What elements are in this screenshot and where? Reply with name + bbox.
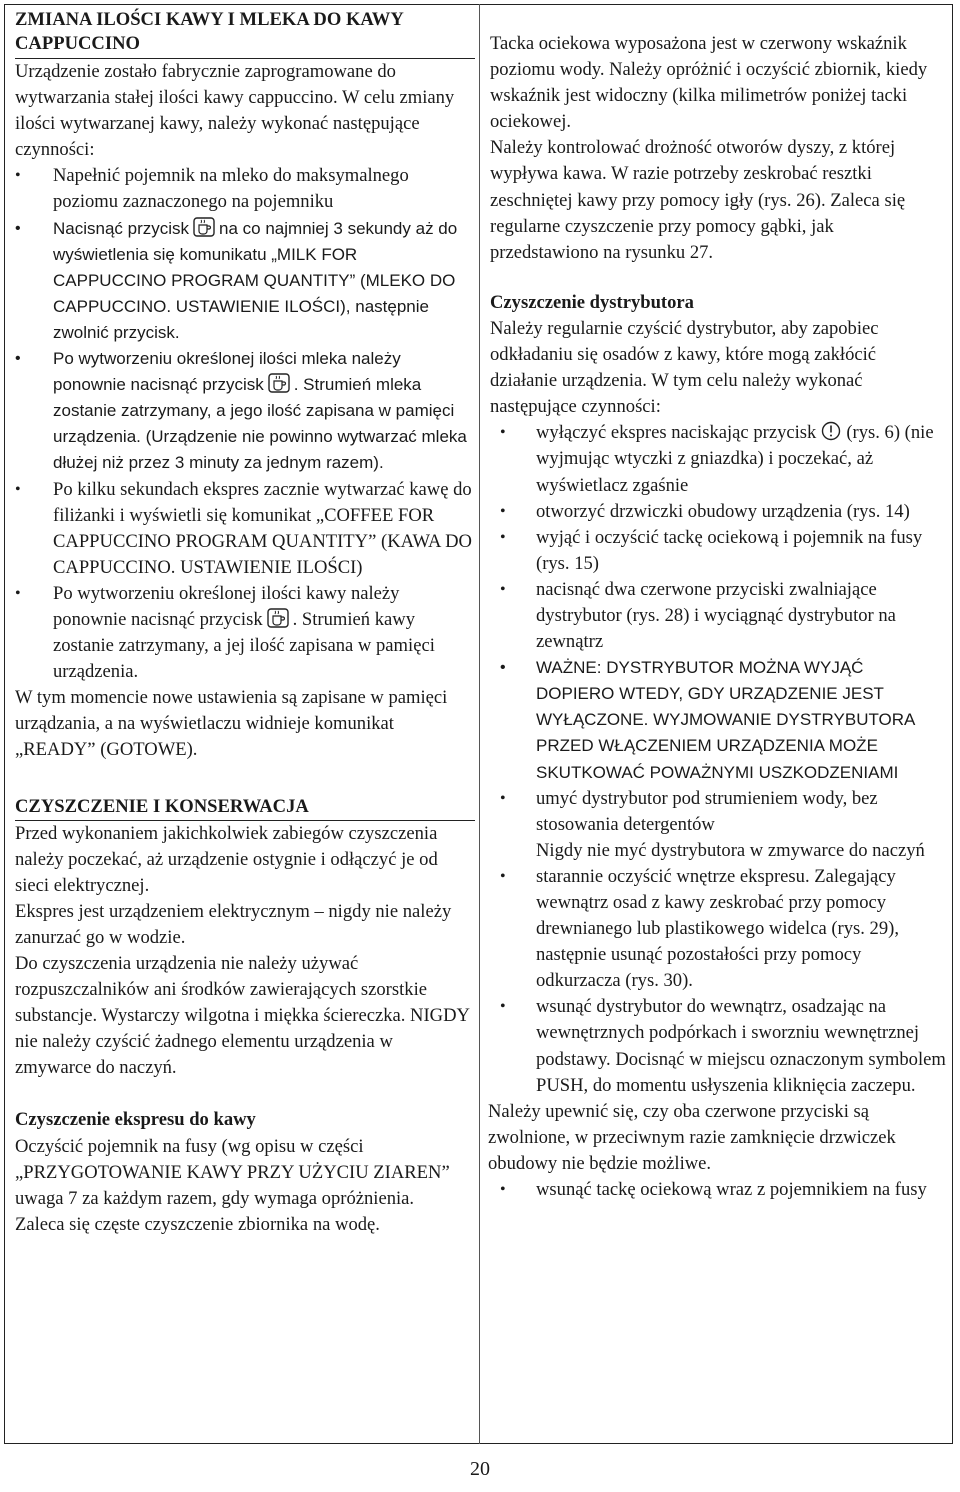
dispenser-steps-list <box>490 420 946 1098</box>
dispenser-intro-paragraph: Należy regularnie czyścić dystrybutor, aby zapobiec odkładaniu się osadów z kawy, które mogą zakłócić działanie urządzenia. W tym celu należy wykonać następujące czynności: <box>490 317 879 418</box>
list-item: • wyjąć i oczyścić tackę ociekową i pojemnik na fusy (rys. 15) <box>490 525 946 577</box>
list-item: • starannie oczyścić wnętrze ekspresu. Zalegający wewnątrz osad z kawy zeskrobać przy pomocy drewnianego lub plastikowego widelca (rys. 29), następnie usunąć pozostałości przy pomocy odkurzacza (rys. 30). <box>490 864 946 994</box>
intro-paragraph: Urządzenie zostało fabrycznie zaprogramowane do wytwarzania stałej ilości kawy cappuccino. W celu zmiany ilości wytwarzanej kawy, należy wykonać następujące czynności: <box>15 61 455 161</box>
column-divider <box>479 4 480 1444</box>
cappuccino-button-icon <box>267 372 291 394</box>
list-item: • nacisnąć dwa czerwone przyciski zwalniające dystrybutor (rys. 28) i wyciągnąć dystrybutor na zewnątrz <box>490 577 946 655</box>
red-buttons-paragraph: Należy upewnić się, czy oba czerwone przyciski są zwolnione, w przeciwnym razie zamknięcie drzwiczek obudowy nie będzie możliwe. <box>488 1100 896 1174</box>
milk-steps-list <box>15 163 473 685</box>
drip-tray-paragraph: Tacka ociekowa wyposażona jest w czerwony wskaźnik poziomu wody. Należy opróżnić i oczyścić zbiornik, kiedy wskaźnik jest widoczny (kilka milimetrów poniżej tacki ociekowej. <box>490 33 928 133</box>
list-item: • wsunąć tackę ociekową wraz z pojemnikiem na fusy <box>490 1177 946 1203</box>
page-number: 20 <box>470 1458 490 1480</box>
cappuccino-button-icon <box>192 216 216 238</box>
final-steps-list <box>490 1177 946 1203</box>
cleaning-paragraph-5: Zaleca się częste czyszczenie zbiornika na wodę. <box>15 1213 380 1235</box>
cleaning-paragraph-4: Oczyścić pojemnik na fusy (wg opisu w części „PRZYGOTOWANIE KAWY PRZY UŻYCIU ZIAREN” uwaga 7 za każdym razem, gdy wymaga opróżnienia. <box>15 1135 450 1209</box>
list-item: • Po wytworzeniu określonej ilości kawy należy ponownie nacisnąć przycisk . Strumień kawy zostanie zatrzymany, a jej ilość zapisana w pamięci urządzenia. <box>15 581 473 685</box>
cappuccino-button-icon <box>266 607 290 629</box>
power-button-icon <box>819 420 843 442</box>
list-item: • wsunąć dystrybutor do wewnątrz, osadzając na wewnętrznych podpórkach i sworzniu wewnętrznej podstawy. Docisnąć w miejscu oznaczonym symbolem PUSH, do momentu usłyszenia kliknięcia zaczepu. <box>490 994 946 1098</box>
list-item: • wyłączyć ekspres naciskając przycisk (rys. 6) (nie wyjmując wtyczki z gniazdka) i poczekać, aż wyświetlacz zgaśnie <box>490 420 946 498</box>
list-item: • WAŻNE: DYSTRYBUTOR MOŻNA WYJĄĆ DOPIERO WTEDY, GDY URZĄDZENIE JEST WYŁĄCZONE. WYJMOWANIE DYSTRYBUTORA PRZED WŁĄCZENIEM URZĄDZENIA MOŻE SKUTKOWAĆ POWAŻNYMI USZKODZENIAMI <box>490 655 946 785</box>
cleaning-paragraph-1: Przed wykonaniem jakichkolwiek zabiegów czyszczenia należy poczekać, aż urządzenie ostygnie i odłączyć je od sieci elektrycznej. <box>15 822 438 896</box>
list-item: • Nacisnąć przycisk na co najmniej 3 sekundy aż do wyświetlenia się komunikatu „MILK FOR CAPPUCCINO PROGRAM QUANTITY” (MLEKO DO CAPPUCCINO. USTAWIENIE ILOŚCI), następnie zwolnić przycisk. <box>15 216 473 346</box>
list-item: • Napełnić pojemnik na mleko do maksymalnego poziomu zaznaczonego na pojemniku <box>15 163 473 215</box>
list-item: • Po wytworzeniu określonej ilości mleka należy ponownie nacisnąć przycisk . Strumień mleka zostanie zatrzymany, a jego ilość zapisana w pamięci urządzenia. (Urządzenie nie powinno wytwarzać mleka dłużej niż przez 3 minuty za jednym razem). <box>15 346 473 476</box>
nozzle-paragraph: Należy kontrolować drożność otworów dyszy, z której wypływa kawa. W razie potrzeby zeskrobać resztki zeschniętej kawy przy pomocy igły (rys. 26). Zaleca się regularne czyszczenie przy pomocy gąbki, jak przedstawiono na rysunku 27. <box>490 137 906 263</box>
outro-paragraph: W tym momencie nowe ustawienia są zapisane w pamięci urządzania, a na wyświetlaczu widnieje komunikat „READY” (GOTOWE). <box>15 687 448 761</box>
cleaning-paragraph-3: Do czyszczenia urządzenia nie należy używać rozpuszczalników ani środków zawierających szorstkie substancje. Wystarczy wilgotna i miękka ściereczka. NIGDY nie należy czyścić żadnego elementu urządzenia w zmywarce do naczyń. <box>15 953 470 1079</box>
left-column <box>15 8 473 1238</box>
list-item: • otworzyć drzwiczki obudowy urządzenia (rys. 14) <box>490 499 946 525</box>
subheading-dispenser-cleaning: Czyszczenie dystrybutora <box>490 291 694 313</box>
list-item: • umyć dystrybutor pod strumieniem wody, bez stosowania detergentów Nigdy nie myć dystrybutora w zmywarce do naczyń <box>490 786 946 864</box>
right-column <box>490 31 946 1203</box>
section-title-milk-quantity: ZMIANA ILOŚCI KAWY I MLEKA DO KAWY CAPPUCCINO <box>15 8 475 59</box>
cleaning-paragraph-2: Ekspres jest urządzeniem elektrycznym – nigdy nie należy zanurzać go w wodzie. <box>15 900 452 948</box>
list-item: • Po kilku sekundach ekspres zacznie wytwarzać kawę do filiżanki i wyświetli się komunikat „COFFEE FOR CAPPUCCINO PROGRAM QUANTITY” (KAWA DO CAPPUCCINO. USTAWIENIE ILOŚCI) <box>15 477 473 581</box>
dishwasher-note: Nigdy nie myć dystrybutora w zmywarce do naczyń <box>536 839 925 861</box>
subheading-espresso-cleaning: Czyszczenie ekspresu do kawy <box>15 1109 256 1131</box>
section-title-cleaning: CZYSZCZENIE I KONSERWACJA <box>15 794 475 821</box>
